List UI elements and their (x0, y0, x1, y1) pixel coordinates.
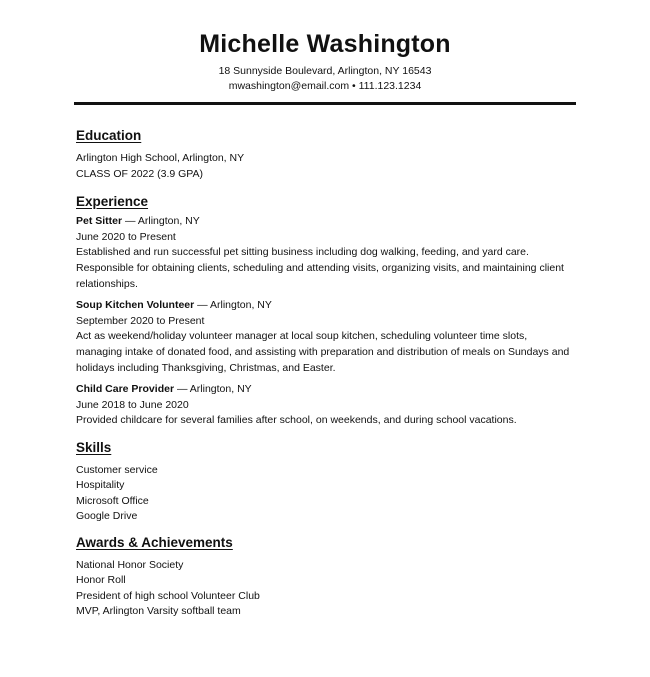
award-item: President of high school Volunteer Club (76, 589, 260, 602)
job-location: Arlington, NY (137, 215, 200, 228)
job-location-separator: — (122, 215, 138, 228)
applicant-name: Michelle Washington (199, 30, 451, 58)
education-section (76, 127, 576, 182)
job-dates: June 2020 to Present (76, 230, 176, 243)
contact-email: mwashington@email.com (228, 80, 350, 92)
award-item: MVP, Arlington Varsity softball team (76, 605, 241, 618)
job-entry-pet-sitter (76, 214, 576, 292)
award-item: Honor Roll (76, 574, 126, 587)
contact-address: 18 Sunnyside Boulevard, Arlington, NY 16543 (218, 65, 432, 77)
contact-phone: 111.123.1234 (358, 80, 422, 92)
skills-heading: Skills (76, 439, 112, 455)
job-location: Arlington, NY (210, 299, 272, 312)
experience-heading: Experience (76, 194, 149, 210)
job-location-separator: — (174, 383, 190, 396)
education-school: Arlington High School, Arlington, NY (76, 152, 245, 164)
job-location-separator: — (194, 299, 210, 312)
job-description: Established and run successful pet sitting business including dog walking, feeding, and yard care. Responsible for obtaining clients, scheduling and attending visits, organizing visits, and maintaining client relationships. (76, 246, 564, 290)
contact-email-phone (0, 79, 650, 93)
skill-item: Customer service (76, 463, 158, 476)
job-title-line (76, 214, 576, 230)
awards-section (76, 534, 576, 620)
awards-heading: Awards & Achievements (76, 534, 233, 550)
resume-body (76, 127, 576, 620)
skill-item: Microsoft Office (76, 494, 149, 507)
job-dates: June 2018 to June 2020 (76, 398, 189, 411)
job-description: Provided childcare for several families after school, on weekends, and during school vacations. (76, 414, 517, 427)
job-description: Act as weekend/holiday volunteer manager at local soup kitchen, scheduling volunteer time slots, managing intake of donated food, and assisting with preparation and distribution of meals on Sundays and holidays including Thanksgiving, Christmas, and Easter. (76, 330, 570, 374)
job-location: Arlington, NY (189, 383, 252, 396)
header-divider (74, 102, 576, 105)
education-class: CLASS OF 2022 (3.9 GPA) (76, 167, 204, 180)
skills-section (76, 439, 576, 525)
job-title: Soup Kitchen Volunteer (76, 299, 195, 312)
award-item: National Honor Society (76, 558, 184, 571)
education-heading: Education (76, 128, 142, 143)
skill-item: Google Drive (76, 510, 138, 523)
job-entry-soup-kitchen-volunteer (76, 298, 576, 376)
job-title: Child Care Provider (76, 383, 175, 396)
job-title-line (76, 382, 576, 398)
job-title: Pet Sitter (76, 215, 123, 228)
contact-separator: • (349, 80, 359, 92)
skill-item: Hospitality (76, 479, 125, 492)
job-dates: September 2020 to Present (76, 314, 205, 327)
job-entry-child-care-provider (76, 382, 576, 429)
job-title-line (76, 298, 576, 314)
experience-section (76, 193, 576, 429)
